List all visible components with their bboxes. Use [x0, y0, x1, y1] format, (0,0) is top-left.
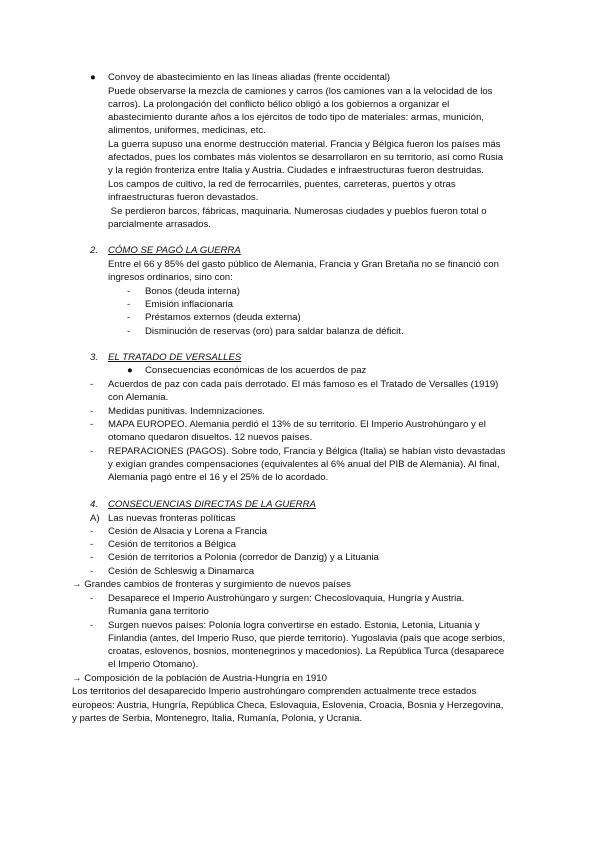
intro-para2-line: La guerra supuso una enorme destrucción material. Francia y Bélgica fueron los países más	[108, 139, 501, 150]
intro-para3-line: Se perdieron barcos, fábricas, maquinaria. Numerosas ciudades y pueblos fueron total o	[108, 206, 487, 217]
list-dash: -	[90, 566, 94, 577]
section-number: 2.	[90, 245, 99, 256]
bullet-dot: ●	[127, 365, 133, 376]
list-item-cont: y exigían grandes compensaciones (equivalentes al 6% anual del PIB de Alemania). Al final,	[108, 459, 500, 470]
list-item: Cesión de Schleswig a Dinamarca	[108, 566, 255, 577]
list-item-cont: Rumanía gana territorio	[108, 606, 209, 617]
section-number: 3.	[90, 352, 99, 363]
list-item-cont: croatas, eslovenos, bosnios, montenegrinos y macedonios). La República Turca (desaparece	[108, 646, 505, 657]
closing-line: europeos: Austria, Hungría, República Checa, Eslovaquia, Eslovenia, Croacia, Bosnia y Herzegovina,	[72, 700, 504, 711]
list-item: MAPA EUROPEO. Alemania perdió el 13% de su territorio. El Imperio Austrohúngaro y el	[108, 419, 486, 430]
list-dash: -	[90, 406, 94, 417]
section-title: EL TRATADO DE VERSALLES	[108, 352, 242, 363]
list-item-cont: otomano quedaron disueltos. 12 nuevos países.	[108, 432, 313, 443]
intro-para2-line: Los campos de cultivo, la red de ferrocarriles, puentes, carreteras, puertos y otras	[108, 179, 456, 190]
list-item: Desaparece el Imperio Austrohúngaro y surgen: Checoslovaquia, Hungría y Austria.	[108, 593, 465, 604]
closing-line: y partes de Serbia, Montenegro, Italia, Rumanía, Polonia, y Ucrania.	[72, 713, 363, 724]
arrow-line: → Composición de la población de Austria-Hungría en 1910	[72, 673, 327, 684]
list-dash: -	[90, 379, 94, 390]
section2-text-line: Entre el 66 y 85% del gasto público de Alemania, Francia y Gran Bretaña no se financió con	[108, 259, 499, 270]
intro-para1-line: Puede observarse la mezcla de camiones y carros (los camiones van a la velocidad de los	[108, 86, 493, 97]
list-item-cont: Finlandia (antes, del Imperio Ruso, que pierde territorio). Yugoslavia (país que acoge serbios,	[108, 633, 506, 644]
intro-heading: Convoy de abastecimiento en las líneas aliadas (frente occidental)	[108, 72, 391, 83]
list-dash: -	[127, 326, 131, 337]
list-item-cont: con Alemania.	[108, 392, 169, 403]
list-item: Surgen nuevos países: Polonia logra convertirse en estado. Estonia, Letonia, Lituania y	[108, 620, 480, 631]
list-item: Préstamos externos (deuda externa)	[145, 312, 301, 323]
list-dash: -	[90, 446, 94, 457]
list-dash: -	[90, 593, 94, 604]
intro-para2-line: infraestructuras fueron devastados.	[108, 192, 259, 203]
list-item: Medidas punitivas. Indemnizaciones.	[108, 406, 265, 417]
list-item: Cesión de territorios a Bélgica	[108, 539, 236, 550]
list-item-cont: el Imperio Otomano).	[108, 659, 199, 670]
section2-text-line: ingresos ordinarios, sino con:	[108, 272, 233, 283]
list-item: Bonos (deuda interna)	[145, 286, 240, 297]
list-item: Disminución de reservas (oro) para saldar balanza de déficit.	[145, 326, 404, 337]
arrow-line: → Grandes cambios de fronteras y surgimiento de nuevos países	[72, 579, 351, 590]
bullet-dot: ●	[90, 72, 96, 83]
intro-para1-line: carros). La prolongación del conflicto bélico obligó a los gobiernos a organizar el	[108, 99, 450, 110]
list-item: Cesión de Alsacia y Lorena a Francia	[108, 526, 267, 537]
list-dash: -	[127, 299, 131, 310]
list-dash: -	[90, 620, 94, 631]
list-item: Acuerdos de paz con cada país derrotado. El más famoso es el Tratado de Versalles (1919)	[108, 379, 499, 390]
list-dash: -	[90, 419, 94, 430]
sub-label: A)	[90, 513, 100, 524]
intro-para2-line: afectados, pues los combates más violentos se desarrollaron en su territorio, así como Rusia	[108, 152, 504, 163]
list-item: REPARACIONES (PAGOS). Sobre todo, Francia y Bélgica (Italia) se habían visto devastadas	[108, 446, 506, 457]
list-dash: -	[90, 552, 94, 563]
list-item: Cesión de territorios a Polonia (corredor de Danzig) y a Lituania	[108, 552, 379, 563]
section-title: CÓMO SE PAGÓ LA GUERRA	[108, 245, 241, 256]
intro-para3-line: parcialmente arrasados.	[108, 219, 211, 230]
intro-para1-line: alimentos, uniformes, medicinas, etc.	[108, 125, 266, 136]
list-item: Emisión inflacionaria	[145, 299, 233, 310]
intro-para2-line: y la región fronteriza entre Italia y Austria. Ciudades e infraestructuras fueron destruidas.	[108, 165, 484, 176]
list-dash: -	[90, 526, 94, 537]
closing-line: Los territorios del desaparecido Imperio austrohúngaro comprenden actualmente trece estados	[72, 686, 477, 697]
sub-title: Las nuevas fronteras políticas	[108, 513, 236, 524]
list-dash: -	[127, 312, 131, 323]
list-dash: -	[90, 539, 94, 550]
section-number: 4.	[90, 499, 99, 510]
section3-bullet: Consecuencias económicas de los acuerdos de paz	[145, 365, 367, 376]
intro-para1-line: abastecimiento durante años a los ejércitos de todo tipo de materiales: armas, munición,	[108, 112, 484, 123]
list-dash: -	[127, 286, 131, 297]
section-title: CONSECUENCIAS DIRECTAS DE LA GUERRA	[108, 499, 316, 510]
list-item-cont: Alemania pagó entre el 16 y el 25% de lo acordado.	[108, 472, 329, 483]
